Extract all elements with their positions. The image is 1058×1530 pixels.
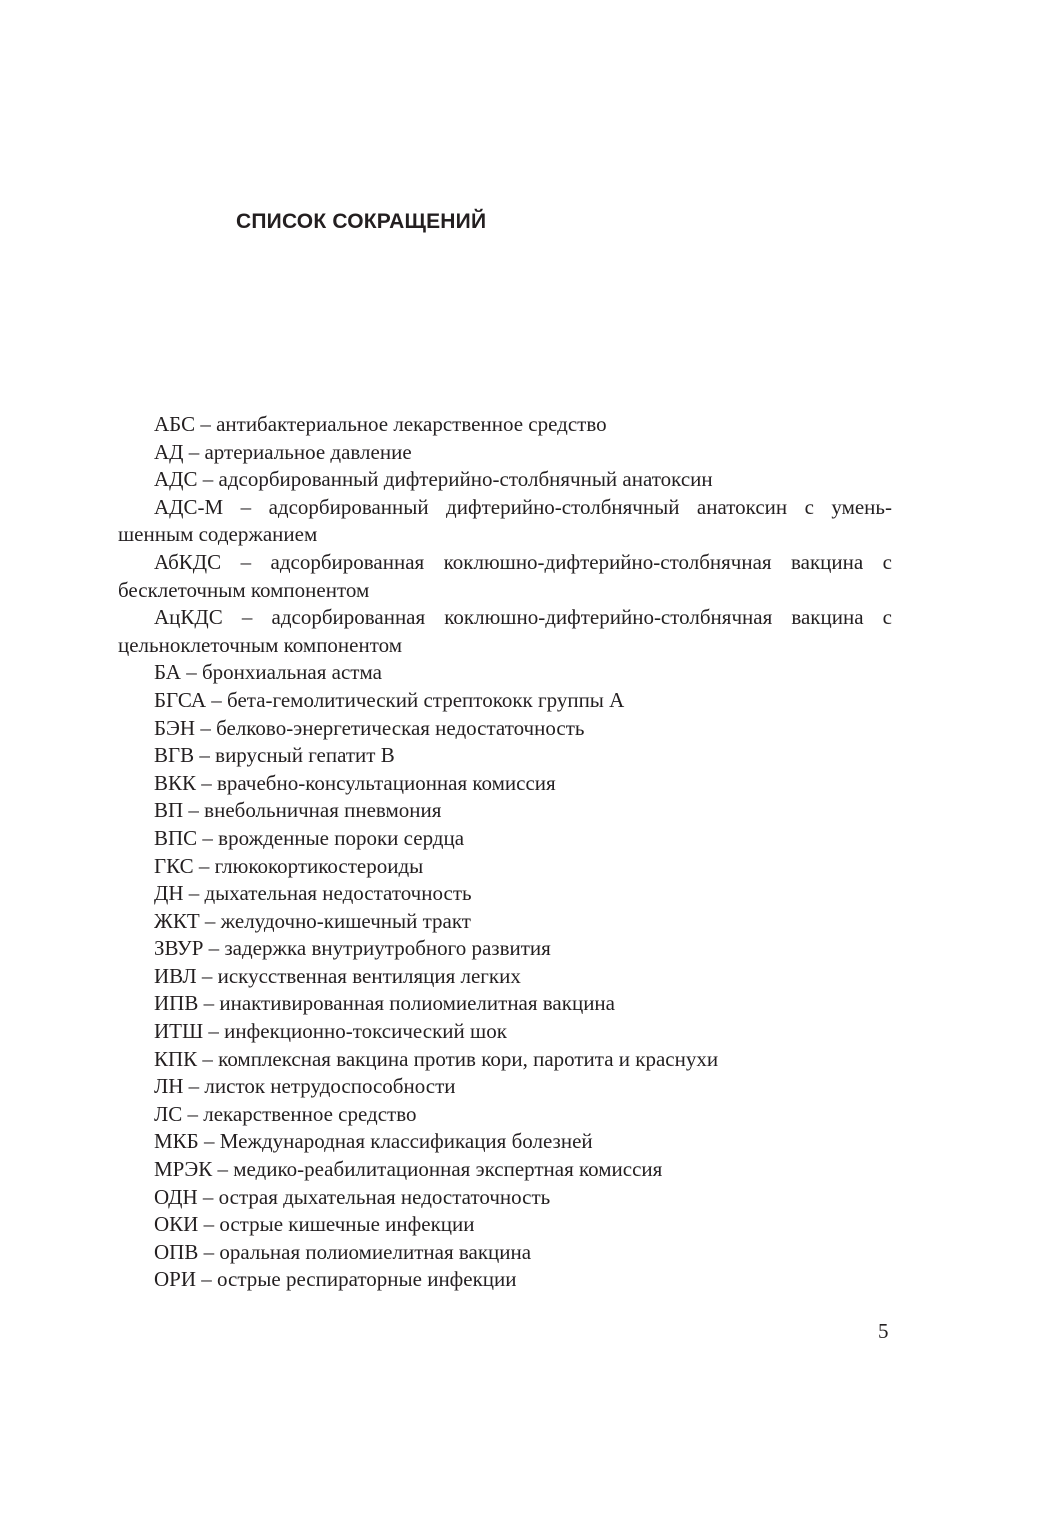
abbreviation-entry: МРЭК – медико-реабилитационная экспертная комиссия	[154, 1157, 663, 1182]
abbreviation-entry: КПК – комплексная вакцина против кори, паротита и краснухи	[154, 1046, 719, 1071]
abbreviation-entry: ИВЛ – искусственная вентиляция легких	[154, 963, 521, 988]
abbreviation-entry: ЛС – лекарственное средство	[154, 1101, 417, 1126]
abbreviation-entry: ОДН – острая дыхательная недостаточность	[154, 1184, 551, 1209]
abbreviation-entry: ВКК – врачебно-консультационная комиссия	[154, 770, 556, 795]
abbreviation-entry: ВПС – врожденные пороки сердца	[154, 825, 465, 850]
abbreviation-entry: ОКИ – острые кишечные инфекции	[154, 1212, 475, 1237]
abbreviation-entry: ДН – дыхательная недостаточность	[154, 881, 472, 906]
abbreviation-entry: ЗВУР – задержка внутриутробного развития	[154, 936, 551, 961]
abbreviation-entry: ИТШ – инфекционно-токсический шок	[154, 1019, 507, 1044]
abbreviation-entry: АДС – адсорбированный дифтерийно-столбнячный анатоксин	[154, 467, 713, 492]
page-title: СПИСОК СОКРАЩЕНИЙ	[236, 210, 487, 233]
abbreviation-entry: БЭН – белково-энергетическая недостаточность	[154, 715, 585, 740]
abbreviation-entry: БА – бронхиальная астма	[154, 660, 382, 685]
abbreviation-entry: МКБ – Международная классификация болезней	[154, 1129, 593, 1154]
abbreviation-entry: ОРИ – острые респираторные инфекции	[154, 1267, 517, 1292]
abbreviation-entry: ОПВ – оральная полиомиелитная вакцина	[154, 1239, 532, 1264]
abbreviation-entry: АДС-М – адсорбированный дифтерийно-столбнячный анатоксин с умень-шенным содержанием	[118, 494, 892, 547]
abbreviation-entry: АбКДС – адсорбированная коклюшно-дифтерийно-столбнячная вакцина с бесклеточным компонентом	[118, 549, 892, 602]
abbreviation-entry: ВГВ – вирусный гепатит В	[154, 743, 395, 768]
abbreviation-entry: ИПВ – инактивированная полиомиелитная вакцина	[154, 991, 615, 1016]
abbreviation-entry: АцКДС – адсорбированная коклюшно-дифтерийно-столбнячная вакцина с цельноклеточным компонентом	[118, 605, 892, 657]
abbreviation-entry: ГКС – глюкокортикостероиды	[154, 853, 424, 878]
abbreviation-entry: АБС – антибактериальное лекарственное средство	[154, 412, 607, 436]
abbreviation-entry: БГСА – бета-гемолитический стрептококк группы А	[154, 687, 625, 712]
abbreviation-entry: ВП – внебольничная пневмония	[154, 798, 442, 823]
page-number: 5	[878, 1319, 889, 1343]
abbreviation-entry: АД – артериальное давление	[154, 439, 412, 464]
abbreviation-list	[118, 411, 892, 1294]
abbreviation-entry: ЖКТ – желудочно-кишечный тракт	[154, 908, 471, 933]
abbreviation-entry: ЛН – листок нетрудоспособности	[154, 1074, 456, 1099]
